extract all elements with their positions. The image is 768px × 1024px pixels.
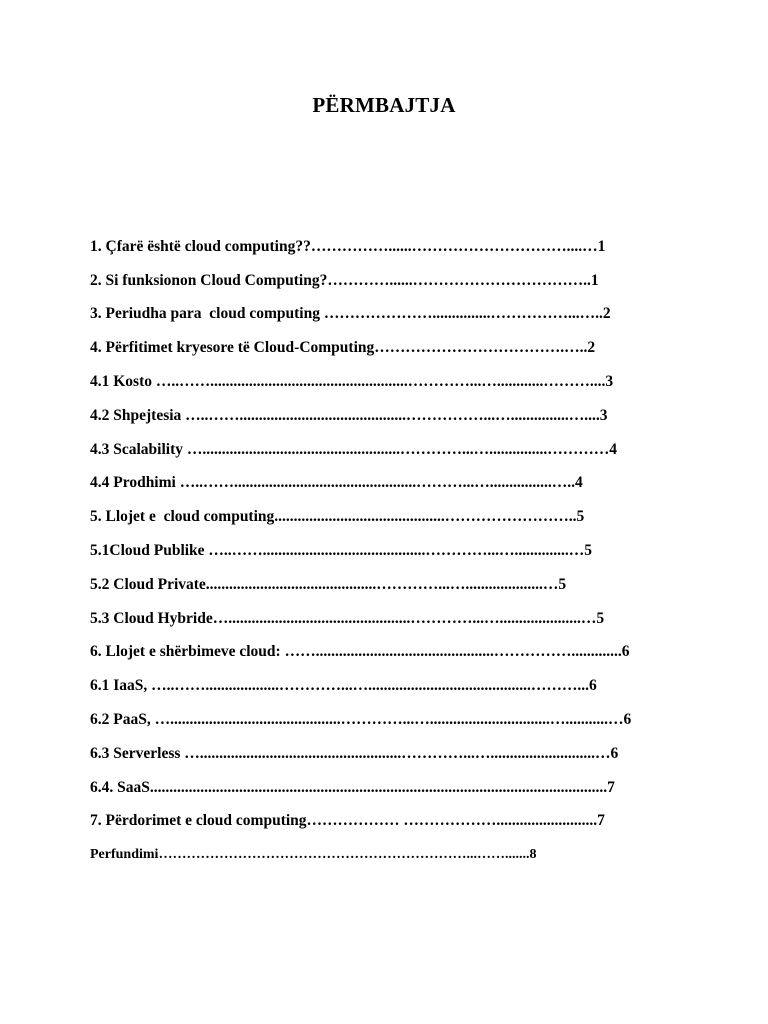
toc-entry <box>90 264 682 298</box>
toc-entry <box>90 534 682 568</box>
toc-entry <box>90 568 682 602</box>
toc-entry-text: 5.1Cloud Publike …..……..........................................…………...…..............…5 <box>90 542 593 560</box>
toc-entry-text: 1. Çfarë është cloud computing??……………......…………………………....…1 <box>90 237 606 255</box>
toc-entry-text: 4.4 Prodhimi …..……...............................................………...…................…..4 <box>90 474 583 492</box>
toc-entry-text: 5.2 Cloud Private............................................…………...…....................…5 <box>90 575 567 593</box>
toc-entry-text: 3. Periudha para cloud computing …………………...............……………...…..2 <box>90 305 611 323</box>
toc-entry <box>90 500 682 534</box>
toc-entry <box>90 737 682 771</box>
toc-entry <box>90 805 682 839</box>
page-title: PËRMBAJTJA <box>312 93 456 117</box>
toc-entry <box>90 467 682 501</box>
toc-entry-text: 4. Përfitimet kryesore të Cloud-Computing……………………………….…..2 <box>90 339 596 357</box>
toc-entry <box>90 230 682 264</box>
toc-entry <box>90 433 682 467</box>
toc-entry <box>90 636 682 670</box>
toc-entry-text: 5. Llojet e cloud computing............................................……………………..5 <box>90 508 585 526</box>
table-of-contents <box>90 230 682 872</box>
toc-entry <box>90 703 682 737</box>
toc-entry <box>90 838 682 872</box>
toc-entry-text: 6.3 Serverless …....................................................…………...…...........................…6 <box>90 744 619 762</box>
toc-entry-text: 4.2 Shpejtesia …..……...........................................……………...…...............…....3 <box>90 406 608 424</box>
toc-entry-text: 6.1 IaaS, …..……...................…………...…..........................................………...6 <box>90 677 597 695</box>
toc-entry-text: 4.1 Kosto …..……...................................................…………...…............………....3 <box>90 373 614 391</box>
toc-entry-text: 5.3 Cloud Hybride…...............................................…………...….....................…5 <box>90 609 605 627</box>
toc-entry <box>90 331 682 365</box>
toc-entry <box>90 399 682 433</box>
toc-entry <box>90 365 682 399</box>
toc-entry <box>90 771 682 805</box>
toc-entry-text: 6.2 PaaS, …............................................…………...…...............................…...........…6 <box>90 711 632 729</box>
toc-entry <box>90 298 682 332</box>
toc-entry-text: 4.3 Scalability …...................................................…………...…...............…………4 <box>90 440 618 458</box>
toc-entry-text: 7. Përdorimet e cloud computing……………… ………………..........................7 <box>90 812 605 830</box>
toc-entry-text: 2. Si funksionon Cloud Computing?…………......……………………………..1 <box>90 271 599 289</box>
toc-entry-text: 6. Llojet e shërbimeve cloud: ……..............................................…………….............6 <box>90 643 630 661</box>
toc-entry-text: 6.4. SaaS......................................................................................................................7 <box>90 778 615 796</box>
toc-entry-text: Perfundimi…………………………………………………………...…….......8 <box>90 847 537 863</box>
toc-entry <box>90 602 682 636</box>
toc-entry <box>90 669 682 703</box>
